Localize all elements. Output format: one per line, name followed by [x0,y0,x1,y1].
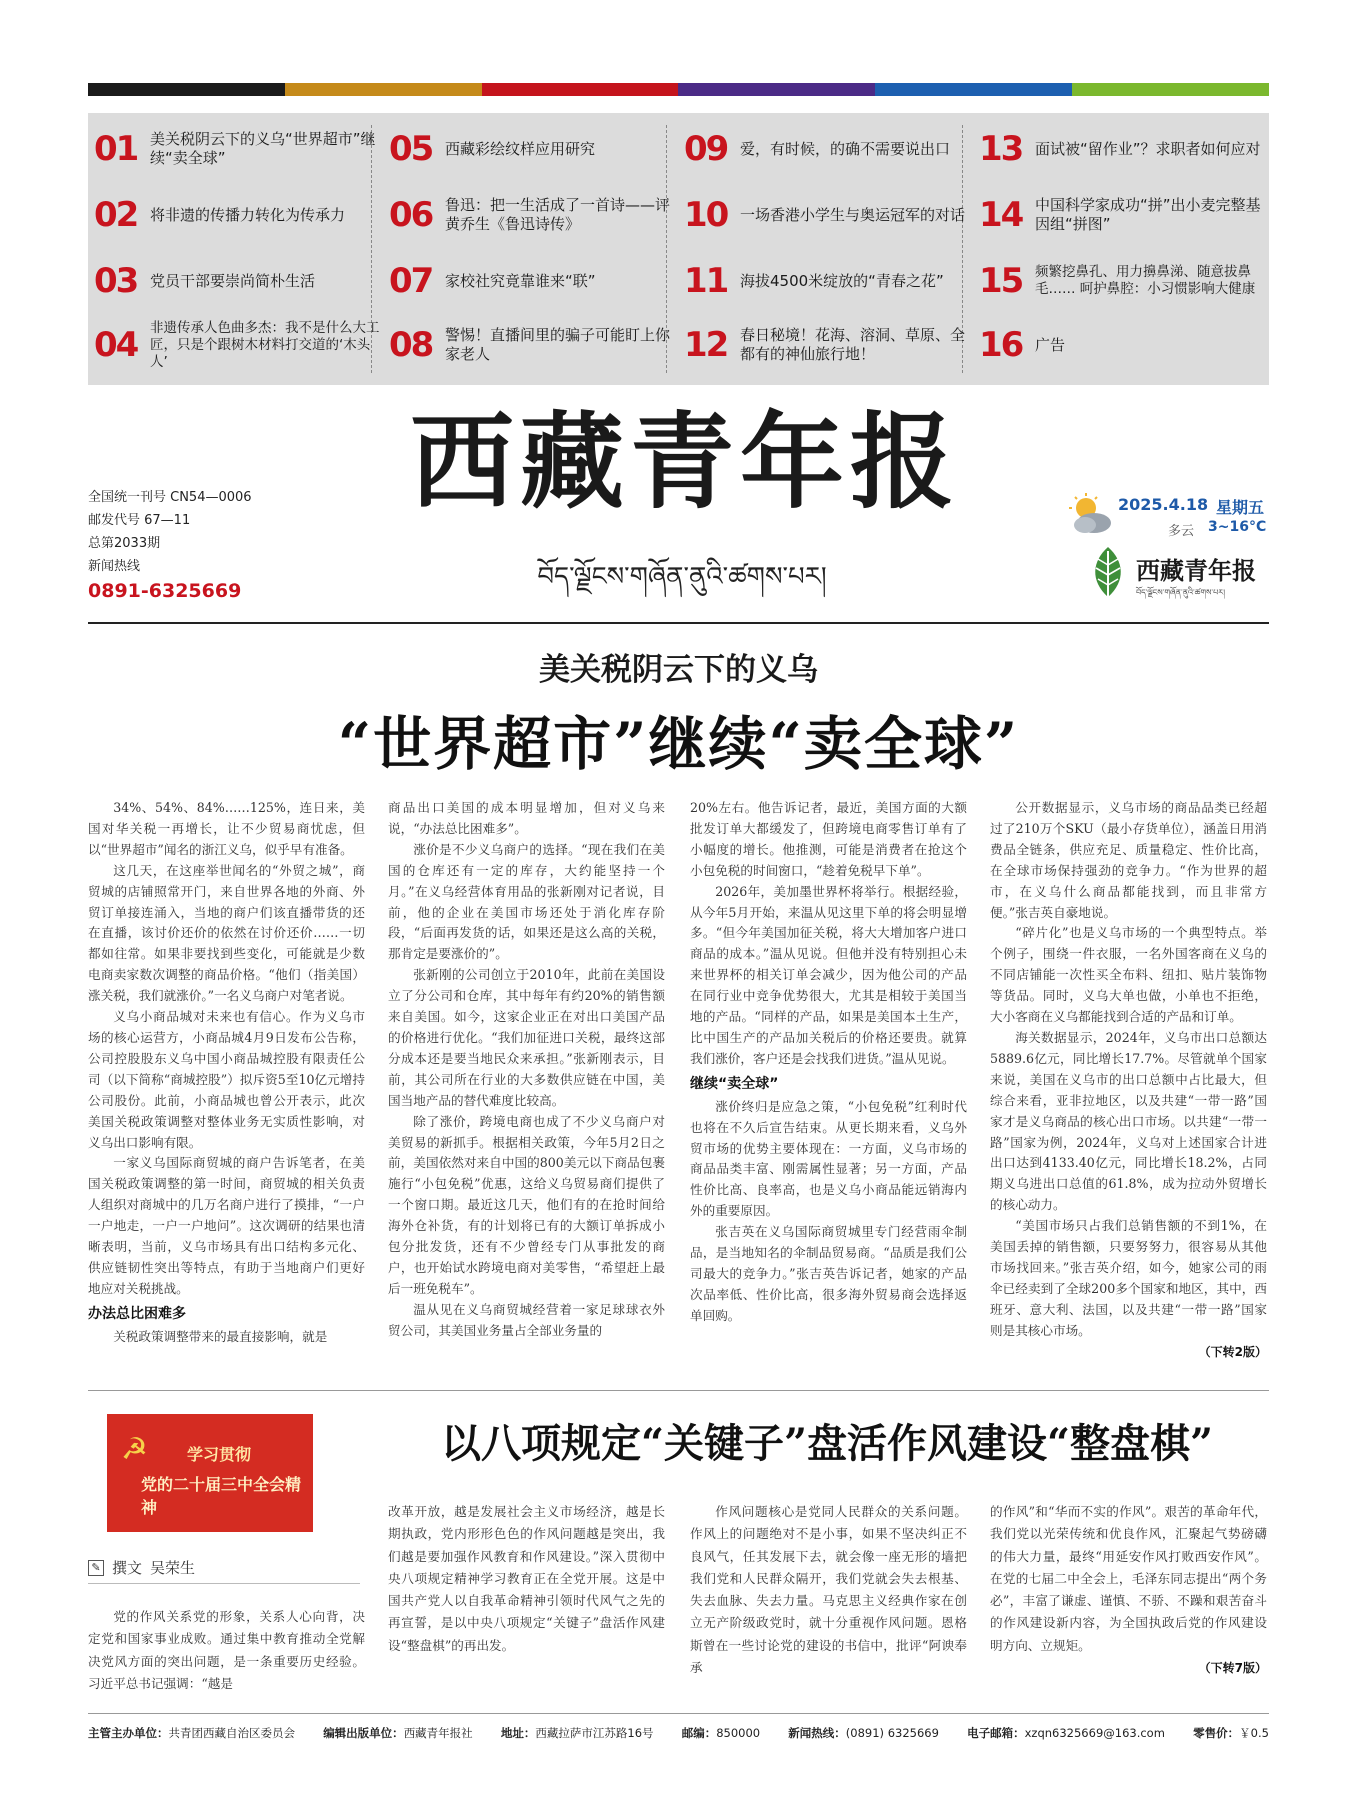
author-name: 吴荣生 [150,1559,196,1577]
paragraph: 党的作风关系党的形象，关系人心向背，决定党和国家事业成败。通过集中教育推动全党解决党风方面的突出问题，是一条重要历史经验。习近平总书记强调：“越是 [88,1609,365,1691]
index-title: 警惕！直播间里的骗子可能盯上你家老人 [445,326,671,363]
stripe-segment [1072,83,1269,96]
paragraph: 除了涨价，跨境电商也成了不少义乌商户对美贸易的新抓手。根据相关政策，今年5月2日之前，美国依然对来自中国的800美元以下商品包裹施行“小包免税”优惠，这给义乌贸易商们提供了一个窗口期。最近这几天，他们有的在抢时间给海外仓补货，有的计划将已有的大额订单拆成小包分批发货，还有不少曾经专门从事批发的商户，也开始试水跨境电商对美零售，“希望赶上最后一班免税车”。 [388,1113,665,1296]
article-headline: 以八项规定“关键子”盘活作风建设“整盘棋” [440,1420,1214,1467]
footer-price: 零售价：￥0.5 [1193,1726,1269,1740]
stripe-segment [285,83,482,96]
divider [88,622,1269,624]
index-number: 16 [979,325,1023,365]
index-number: 13 [979,129,1023,169]
pub-number: 全国统一刊号 CN54—0006 [88,490,252,505]
index-item[interactable] [979,185,1269,245]
section-heading: 办法总比困难多 [88,1305,186,1322]
paragraph: 张新刚的公司创立于2010年，此前在美国设立了分公司和仓库，其中每年有约20%的销售额来自美国。如今，这家企业正在对出口美国产品的价格进行优化。“我们加征进口关税，最终这部分成本还是要当地民众来承担。”张新刚表示，目前，其公司所在行业的大多数供应链在中国，美国当地产品的替代难度比较高。 [388,967,665,1108]
index-item[interactable] [94,185,384,245]
article-column [690,1501,967,1679]
index-number: 08 [389,325,433,365]
paragraph: 20%左右。他告诉记者，最近，美国方面的大额批发订单大都缓发了，但跨境电商零售订单有了小幅度的增长。他推测，可能是消费者在抢这个小包免税的时间窗口，“趁着免税早下单”。 [690,800,967,878]
paragraph: “美国市场只占我们总销售额的不到1%，在美国丢掉的销售额，只要努努力，很容易从其他市场找回来。”张吉英介绍，如今，她家公司的雨伞已经卖到了全球200多个国家和地区，其中，西班牙、意大利、法国，以及共建“一带一路”国家则是其核心市场。 [990,1218,1267,1338]
logo-name: 西藏青年报 [1136,556,1256,585]
index-title: 家校社究竟靠谁来“联” [445,271,596,290]
index-item[interactable] [389,251,679,311]
index-item[interactable] [389,315,679,375]
paragraph: 这几天，在这座举世闻名的“外贸之城”，商贸城的店铺照常开门，来自世界各地的外商、外贸订单接连涌入，当地的商户们该直播带货的还在直播，该讨价还价的依然在讨价还价……一切都如往常。如果非要找到些变化，可能就是少数电商卖家数次调整的商品价格。“他们（指美国）涨关税，我们就涨价。”一名义乌商户对笔者说。 [88,862,365,1004]
index-number: 01 [94,129,138,169]
weather-box [1066,490,1276,550]
footer-hotline: 新闻热线：(0891) 6325669 [788,1726,939,1740]
index-title: 西藏彩绘纹样应用研究 [445,139,596,158]
index-title: 爱，有时候，的确不需要说出口 [740,139,951,158]
newspaper-title-tibetan: བོད་ལྗོངས་གཞོན་ནུའི་ཚགས་པར། [537,562,827,592]
paragraph: 温从见在义乌商贸城经营着一家足球球衣外贸公司，其美国业务量占全部业务量的 [388,1301,665,1338]
index-title: 频繁挖鼻孔、用力擤鼻涕、随意拔鼻毛…… 呵护鼻腔：小习惯影响大健康 [1035,264,1256,297]
index-number: 11 [684,261,728,301]
index-item[interactable] [389,185,679,245]
index-title: 面试被“留作业”？求职者如何应对 [1035,139,1261,158]
index-item[interactable] [94,315,384,375]
partly-cloudy-icon [1066,492,1114,538]
article-column [990,1501,1267,1679]
article-column [88,798,365,1348]
index-number: 12 [684,325,728,365]
index-item[interactable] [684,119,974,179]
article-column [990,798,1267,1362]
footer-zip: 邮编：850000 [681,1726,761,1740]
continued-on-page[interactable]: （下转2版） [1198,1344,1267,1359]
section-heading: 继续“卖全球” [690,1075,779,1092]
paragraph: 涨价是不少义乌商户的选择。“现在我们在美国的仓库还有一定的库存，大约能坚持一个月。”在义乌经营体育用品的张新刚对记者说，目前，他的企业在美国市场还处于消化库存阶段，“后面再发货的话，如果还是这么高的关税，那肯定是要涨价的”。 [388,841,665,962]
color-stripe [88,83,1269,96]
paragraph: 关税政策调整带来的最直接影响，就是 [113,1328,328,1344]
issue-number: 总第2033期 [88,536,161,551]
index-item[interactable] [979,251,1269,311]
index-item[interactable] [94,119,384,179]
paragraph: 一家义乌国际商贸城的商户告诉笔者，在美国关税政策调整的第一时间，商贸城的相关负责人组织对商城中的几万名商户进行了摸排，“一户一户地走，一户一户地问”。这次调研的结果也清晰表明，当前，义乌市场具有出口结构多元化、供应链韧性突出等特点，有助于当地商户们更好地应对关税挑战。 [88,1155,365,1296]
footer [88,1725,1269,1741]
banner-line-2: 党的二十届三中全会精神 [141,1475,302,1517]
byline [88,1552,360,1584]
index-item[interactable] [684,251,974,311]
pen-icon: ✎ [88,1560,104,1576]
divider [88,1713,1269,1714]
paragraph: 34%、54%、84%……125%，连日来，美国对华关税一再增长，让不少贸易商忧虑，但以“世界超市”闻名的浙江义乌，似乎早有准备。 [88,800,365,857]
banner-line-1: 学习贯彻 [187,1445,252,1464]
index-title: 一场香港小学生与奥运冠军的对话 [740,205,966,224]
article-column [88,1606,365,1695]
article-headline: “世界超市”继续“卖全球” [337,710,1020,778]
paragraph: 作风问题核心是党同人民群众的关系问题。作风上的问题绝对不是小事，如果不坚决纠正不良风气，任其发展下去，就会像一座无形的墙把我们党和人民群众隔开，我们党就会失去根基、失去血脉、失去力量。马克思主义经典作家在创立无产阶级政党时，就十分重视作风问题。恩格斯曾在一些讨论党的建设的书信中，批评“阿谀奉承 [690,1504,967,1676]
index-number: 15 [979,261,1023,301]
index-item[interactable] [684,315,974,375]
continued-on-page[interactable]: （下转7版） [1198,1661,1267,1676]
hotline-number: 0891-6325669 [88,580,242,602]
index-item[interactable] [94,251,384,311]
stripe-segment [482,83,679,96]
index-item[interactable] [684,185,974,245]
paragraph: 商品出口美国的成本明显增加，但对义乌来说，“办法总比困难多”。 [388,800,665,836]
post-code: 邮发代号 67—11 [88,513,191,528]
index-item[interactable] [389,119,679,179]
article-column [690,798,967,1327]
paragraph: 公开数据显示，义乌市场的商品品类已经超过了210万个SKU（最小存货单位），涵盖日用消费品全链条，供应充足、质量稳定、性价比高，在全球市场保持强劲的竞争力。“作为世界的超市，在义乌什么商品都能找到，而且非常方便。”张吉英自豪地说。 [990,800,1267,920]
stripe-segment [875,83,1072,96]
study-campaign-banner [107,1414,313,1532]
index-title: 非遗传承人色曲多杰：我不是什么大工匠，只是个跟树木材料打交道的‘木头人’ [150,319,380,370]
footer-sponsor: 主管主办单位：共青团西藏自治区委员会 [88,1726,295,1740]
paragraph: 的作风”和“华而不实的作风”。艰苦的革命年代，我们党以光荣传统和优良作风，汇聚起气势磅礴的伟大力量，最终“用延安作风打败西安作风”。在党的七届二中全会上，毛泽东同志提出“两个务必”，丰富了谦虚、谨慎、不骄、不躁和艰苦奋斗的作风建设新内容，为全国执政后党的作风建设明方向、立规矩。 [990,1504,1267,1653]
hotline-label: 新闻热线 [88,559,141,574]
index-title: 春日秘境！花海、溶洞、草原、全都有的神仙旅行地！ [740,326,966,363]
newspaper-title: 西藏青年报 [409,400,960,523]
paragraph: 张吉英在义乌国际商贸城里专门经营雨伞制品，是当地知名的伞制品贸易商。“品质是我们公司最大的竞争力。”张吉英告诉记者，她家的产品次品率低、性价比高，很多海外贸易商会选择返单回购。 [690,1224,967,1323]
divider [88,1390,1269,1391]
index-title: 中国科学家成功“拼”出小麦完整基因组“拼图” [1035,196,1261,233]
paragraph: 义乌小商品城对未来也有信心。作为义乌市场的核心运营方，小商品城4月9日发布公告称，公司控股股东义乌中国小商品城控股有限责任公司（以下简称“商城控股”）拟斥资5至10亿元增持公司股份。此前，小商品城也曾公开表示，此次美国关税政策调整对整体业务无实质性影响，对义乌出口影响有限。 [88,1009,365,1150]
index-number: 10 [684,195,728,235]
index-title: 美关税阴云下的义乌“世界超市”继续“卖全球” [150,130,376,167]
index-title: 将非遗的传播力转化为传承力 [150,205,346,224]
weather-condition: 多云 [1168,524,1195,539]
index-number: 03 [94,261,138,301]
byline-label: 撰文 [112,1559,143,1577]
paragraph: “碎片化”也是义乌市场的一个典型特点。举个例子，围绕一件衣服，一名外国客商在义乌的不同店铺能一次性买全布料、纽扣、贴片装饰物等货品。同时，义乌大单也做，小单也不拒绝，大小客商在义乌都能找到合适的产品和订单。 [990,925,1267,1025]
publication-info [88,486,252,604]
stripe-segment [678,83,875,96]
issue-date: 2025.4.18 [1118,495,1209,514]
paragraph: 涨价终归是应急之策，“小包免税”红利时代也将在不久后宣告结束。从更长期来看，义乌外贸市场的优势主要体现在：一方面，义乌市场的商品品类丰富、刚需属性显著；另一方面，产品性价比高、良率高，也是义乌小商品能远销海内外的重要原因。 [690,1098,967,1219]
party-emblem-icon: ☭ [121,1432,148,1467]
stripe-segment [88,83,285,96]
article-column [388,798,665,1342]
index-number: 06 [389,195,433,235]
paragraph: 海关数据显示，2024年，义乌市出口总额达5889.6亿元，同比增长17.7%。尽管就单个国家来说，美国在义乌市的出口总额中占比最大，但综合来看，亚非拉地区，以及共建“一带一路”国家才是义乌商品的核心出口市场。以共建“一带一路”国家为例，2024年，义乌对上述国家合计进出口达到4133.40亿元，同比增长18.2%，占同期义乌进出口总值的61.8%，成为拉动外贸增长的核心动力。 [990,1029,1267,1213]
index-number: 05 [389,129,433,169]
page-index [88,113,1269,385]
index-number: 04 [94,325,138,365]
index-number: 07 [389,261,433,301]
footer-address: 地址：西藏拉萨市江苏路16号 [500,1726,654,1740]
index-title: 海拔4500米绽放的“青春之花” [740,271,944,290]
index-title: 党员干部要崇尚简朴生活 [150,271,316,290]
index-title: 广告 [1035,335,1066,354]
brand-logo [1086,545,1272,605]
footer-email[interactable]: 电子邮箱：xzqn6325669@163.com [967,1726,1165,1740]
index-number: 14 [979,195,1023,235]
index-number: 09 [684,129,728,169]
index-item[interactable] [979,119,1269,179]
article-column [388,1501,665,1657]
article-kicker: 美关税阴云下的义乌 [539,652,818,688]
index-item[interactable] [979,315,1269,375]
footer-publisher: 编辑出版单位：西藏青年报社 [323,1726,473,1740]
index-number: 02 [94,195,138,235]
paragraph: 改革开放，越是发展社会主义市场经济，越是长期执政，党内形形色色的作风问题越是突出，我们越是要加强作风教育和作风建设。”深入贯彻中央八项规定精神学习教育正在全党开展。这是中国共产党人以自我革命精神引领时代风气之先的再宣誓，是以中央八项规定“关键子”盘活作风建设“整盘棋”的再出发。 [388,1504,665,1653]
leaf-logo-icon [1086,545,1130,599]
paragraph: 2026年，美加墨世界杯将举行。根据经验，从今年5月开始，来温从见这里下单的将会明显增多。“但今年美国加征关税，将大大增加客户进口商品的成本。”温从见说。但他并没有特别担心未来世界杯的相关订单会减少，因为他公司的产品在同行业中竞争优势很大，尤其是相较于美国当地的产品。“同样的产品，如果是美国本土生产，比中国生产的产品加关税后的价格还要贵。就算我们涨价，客户还是会找我们进货。”温从见说。 [690,883,967,1066]
temperature-range: 3~16°C [1208,519,1267,535]
weekday: 星期五 [1216,498,1265,517]
index-title: 鲁迅：把一生活成了一首诗——评黄乔生《鲁迅诗传》 [445,196,671,233]
logo-subtitle: བོད་ལྗོངས་གཞོན་ནུའི་ཚགས་པར། [1136,588,1225,597]
